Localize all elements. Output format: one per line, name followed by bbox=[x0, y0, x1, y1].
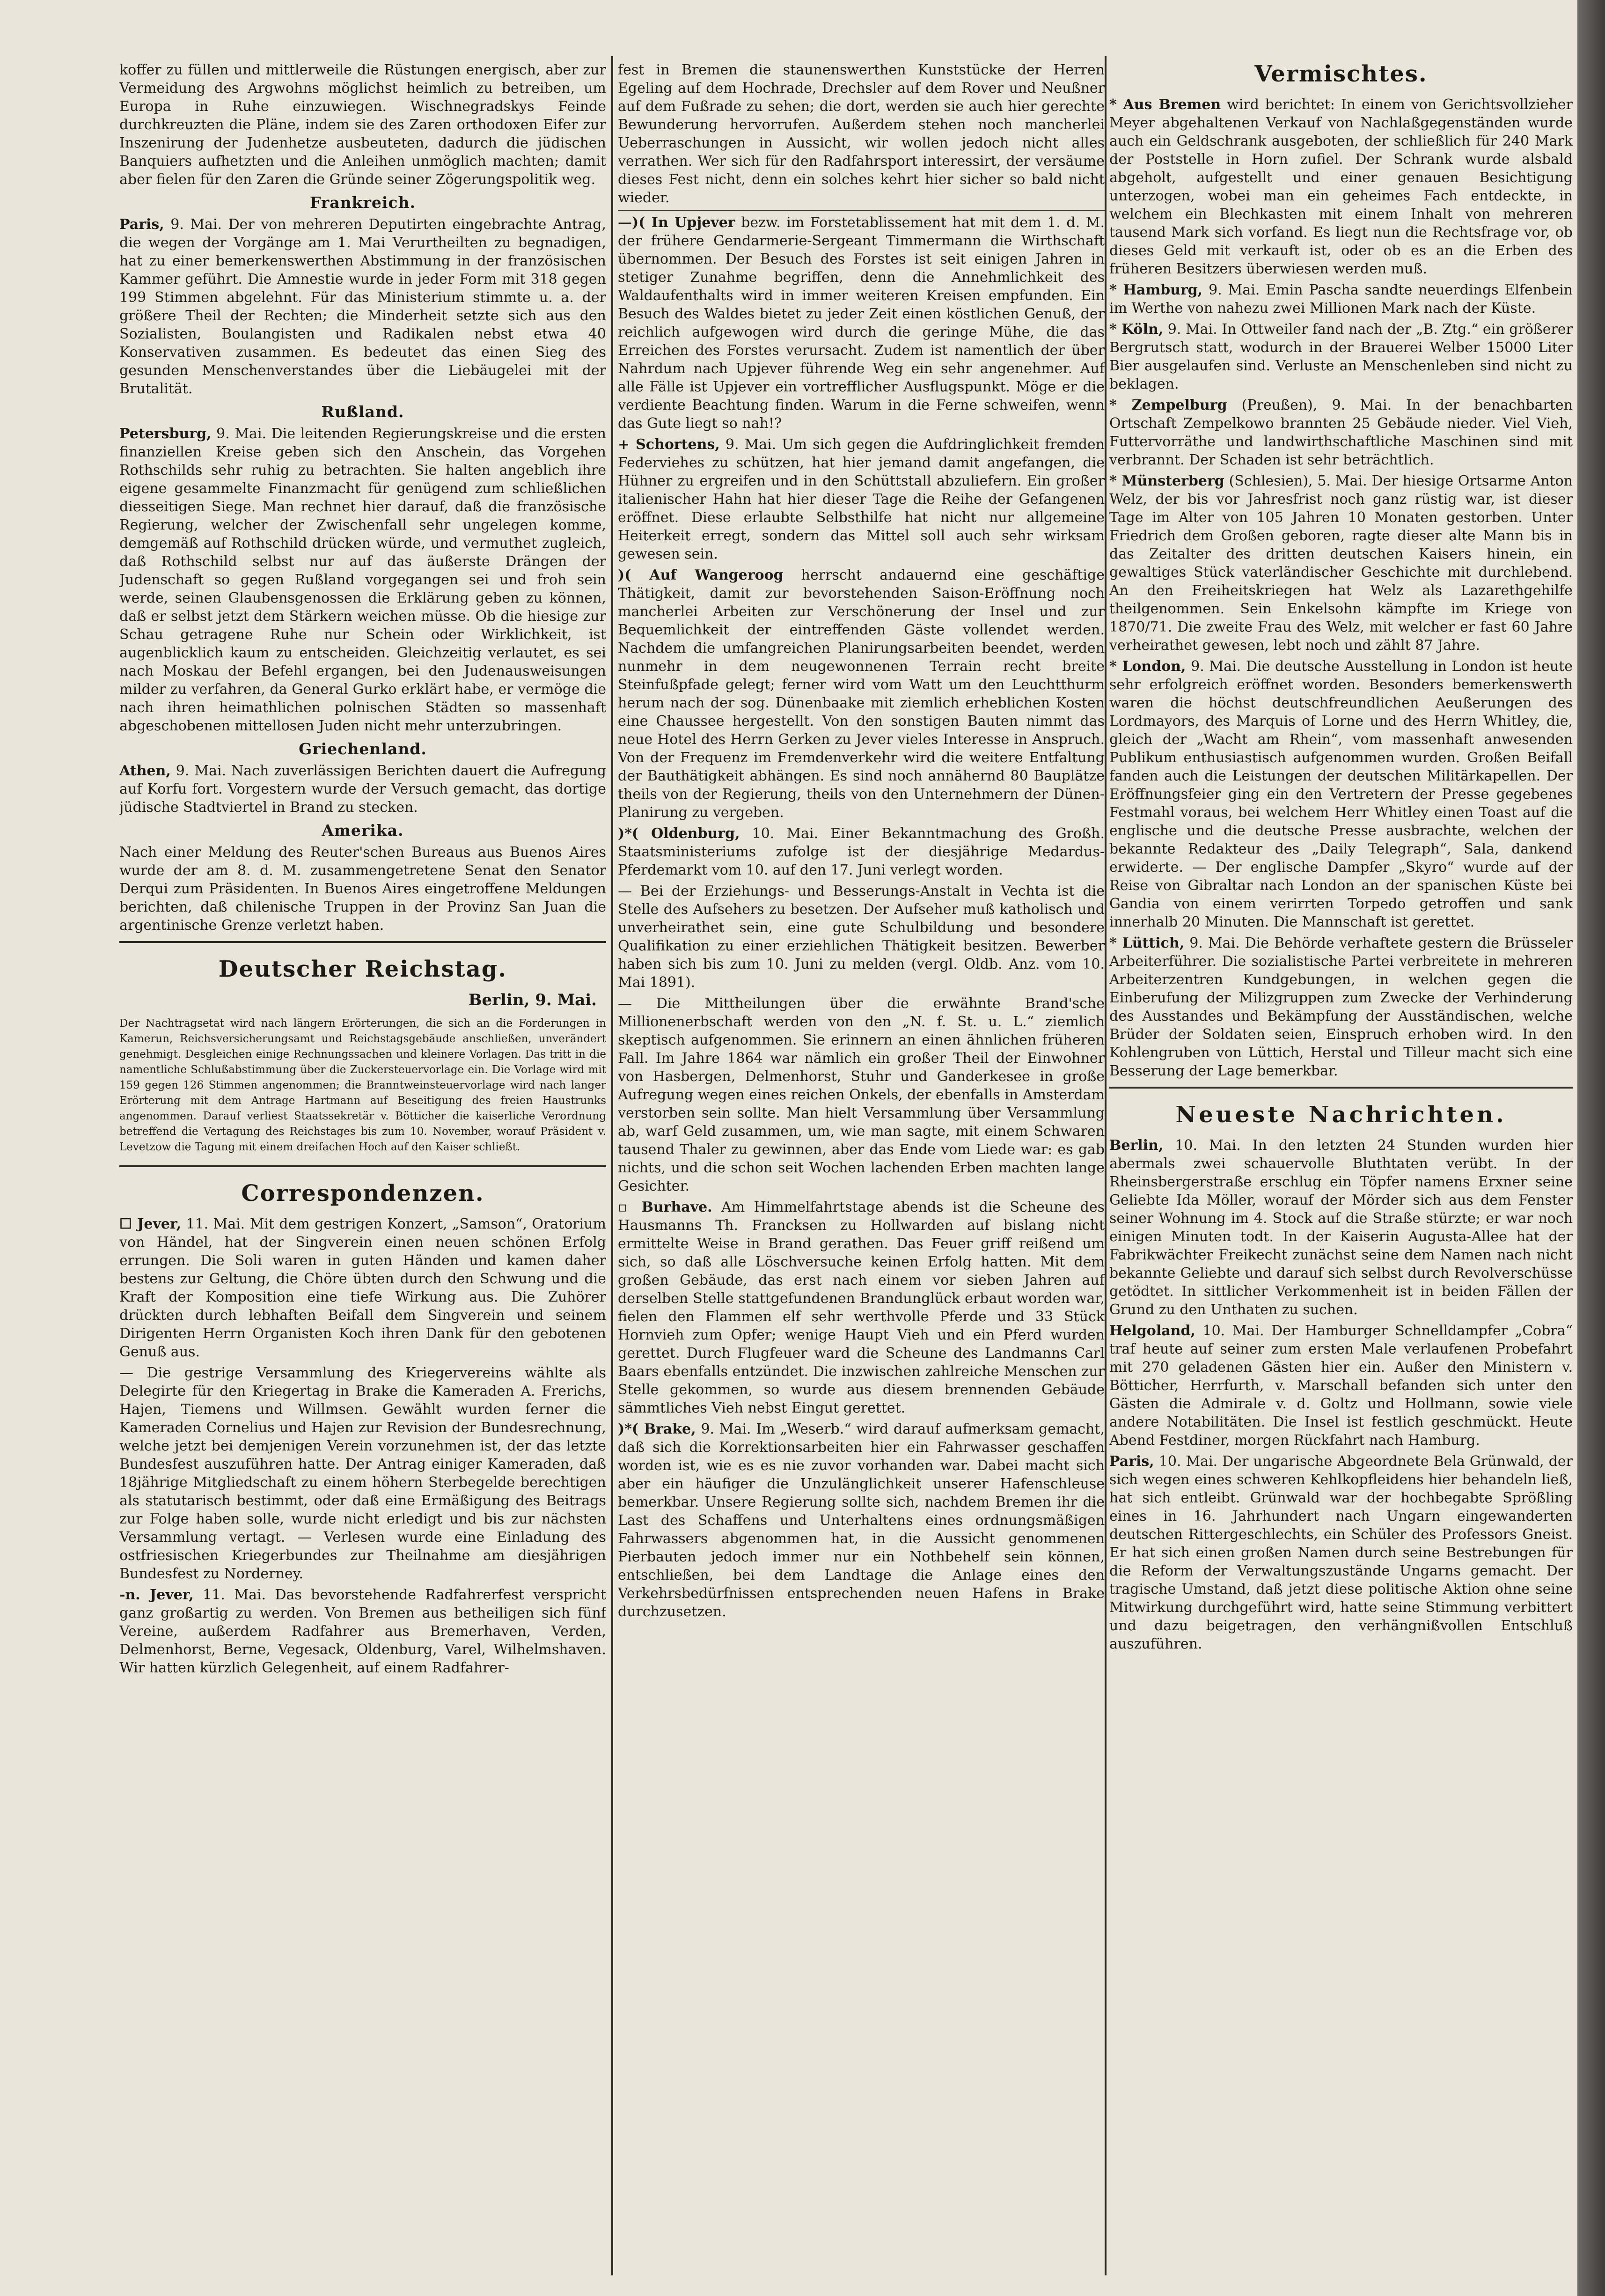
article-muensterberg bbox=[1109, 472, 1573, 655]
article-wangeroog bbox=[618, 566, 1105, 822]
column-rule-right bbox=[1105, 56, 1107, 2275]
article-radfahrer bbox=[119, 1586, 606, 1677]
article-petersburg bbox=[119, 425, 606, 735]
article-body: 10. Mai. Der ungarische Abgeordnete Bela Grünwald, der sich wegen eines schweren Kehlkopfleidens hier behandeln ließ, hat sich entleibt. Grünwald war der hochbegabte Sprößling eines in 16. Jahrhundert nach Ungarn eingewanderten deutschen Rittergeschlechts, ein Schüler des Professors Gneist. Er hat sich einen großen Namen durch seine Bestrebungen für die Reform der Verwaltungszustände Ungarns gemacht. Der tragische Umstand, daß jetzt diese politische Aktion ohne seine Mitwirkung durchgeführt wird, hatte seine Stimmung verbittert und dazu beigetragen, den verhängnißvollen Entschluß auszuführen. bbox=[1109, 1453, 1573, 1652]
section-heading: Griechenland. bbox=[299, 740, 427, 758]
article-body: bezw. im Forstetablissement hat mit dem 1. d. M. der frühere Gendarmerie-Sergeant Timmermann die Wirthschaft übernommen. Der Besuch des Forstes ist seit einigen Jahren in stetiger Zunahme begriffen, denn die Annehmlichkeit des Waldaufenthalts wird in immer weiteren Kreisen empfunden. Ein Besuch des Waldes bietet zu jeder Zeit einen köstlichen Genuß, der reichlich aufgewogen wird durch die geringe Mühe, die das Erreichen des Forstes verursacht. Zudem ist namentlich der über Nahrdum nach Upjever führende Weg ein sehr angenehmer. Auf alle Fälle ist Upjever ein vortrefflicher Ausflugspunkt. Möge er die verdiente Beachtung finden. Warum in die Ferne schweifen, wenn das Gute liegt so nah!? bbox=[618, 214, 1105, 432]
article-lead: )*( Oldenburg, bbox=[618, 825, 740, 842]
section-heading: Rußland. bbox=[321, 403, 404, 421]
square-icon: ☐ bbox=[119, 1216, 132, 1232]
correspondence-heading: Correspondenzen. bbox=[241, 1180, 484, 1207]
article-lead: Helgoland, bbox=[1109, 1323, 1195, 1339]
article-body: (Schlesien), 5. Mai. Der hiesige Ortsarme Anton Welz, der bis vor Jahresfrist noch ganz rüstig war, ist dieser Tage im Alter von 105 Jahren 10 Monaten gestorben. Unter Friedrich dem Großen geboren, ragte dieser alte Mann bis in das Zeitalter des dritten deutschen Kaisers hinein, ein gewaltiges Stück vaterländischer Geschichte mit durchlebend. An den Freiheitskriegen hat Welz als Lazarethgehilfe theilgenommen. Sein Enkelsohn kämpfte im Kriege von 1870/71. Die zweite Frau des Welz, mit welcher er fast 60 Jahre verheirathet gewesen, lebt noch und zählt 87 Jahre. bbox=[1109, 473, 1573, 654]
article-body: (Preußen), 9. Mai. In der benachbarten Ortschaft Zempelkowo brannten 25 Gebäude nieder. Viel Vieh, Futtervorräthe und landwirthschaftliche Maschinen sind mit verbrannt. Der Schaden ist sehr beträchtlich. bbox=[1109, 397, 1573, 468]
section-heading: Amerika. bbox=[322, 821, 404, 839]
article-lead: Paris, bbox=[1109, 1453, 1154, 1470]
reichstag-report: Der Nachtragsetat wird nach längern Erörterungen, die sich an die Forderungen in Kamerun, Reichsversicherungsamt und Reichstagsgebäude anschließen, unverändert genehmigt. Desgleichen einige Rechnungssachen und kleinere Vorlagen. Das tritt in die namentliche Schlußabstimmung über die Zuckersteuervorlage ein. Die Vorlage wird mit 159 gegen 126 Stimmen angenommen; die Branntweinsteuervorlage wird nach langer Erörterung mit dem Antrage Hartmann auf Beseitigung des freien Haustrunks angenommen. Darauf verliest Staatssekretär v. Bötticher die kaiserliche Verordnung betreffend die Vertagung des Reichstages bis zum 10. November, worauf Präsident v. Levetzow die Tagung mit einem dreifachen Hoch auf den Kaiser schließt. bbox=[119, 1017, 606, 1153]
article-body: 9. Mai. Die Behörde verhaftete gestern die Brüsseler Arbeiterführer. Die sozialistische Partei verbreitete in mehreren Arbeiterzentren Kundgebungen, in welchen gegen die Einberufung der Milizgruppen zum Zwecke der Verhinderung des Ausstandes und Bekämpfung der Ausständischen, welche Brüder der Soldaten seien, Einspruch erhoben wird. In den Kohlengruben von Lüttich, Herstal und Tilleur macht sich eine Besserung der Lage bemerkbar. bbox=[1109, 935, 1573, 1079]
section-divider bbox=[119, 941, 606, 943]
article-body: 10. Mai. Einer Bekanntmachung des Großh. Staatsministeriums zufolge ist der diesjährige Medardus-Pferdemarkt vom 10. auf den 17. Juni verlegt worden. bbox=[618, 825, 1105, 878]
article-lead: * Aus Bremen bbox=[1109, 96, 1221, 113]
article-body: 11. Mai. Das bevorstehende Radfahrerfest verspricht ganz großartig zu werden. Von Bremen aus betheiligen sich fünf Vereine, außerdem Radfahrer aus Bremerhaven, Verden, Delmenhorst, Berne, Vegesack, Oldenburg, Varel, Wilhelmshaven. Wir hatten kürzlich Gelegenheit, auf einem Radfahrer- bbox=[119, 1587, 606, 1676]
article-body: Am Himmelfahrtstage abends ist die Scheune des Hausmanns Th. Francksen zu Hollwarden auf bislang nicht ermittelte Weise in Brand gerathen. Das Feuer griff reißend um sich, so daß alle Löschversuche keinen Erfolg hatten. Mit dem großen Gebäude, das erst nach einem vor sieben Jahren auf derselben Stelle stattgefundenen Brandunglück erbaut worden war, fielen den Flammen elf sehr werthvolle Pferde und 33 Stück Hornvieh zum Opfer; wenige Haupt Vieh und ein Pferd wurden gerettet. Durch Flugfeuer ward die Scheune des Landmanns Carl Baars ebenfalls entzündet. Die inzwischen zahlreiche Menschen zur Stelle gekommen, so wurde aus diesem brennenden Gebäude sämmtliches Vieh nebst Eingut gerettet. bbox=[618, 1199, 1105, 1416]
column-2 bbox=[618, 61, 1105, 2271]
article-body: 9. Mai. In Ottweiler fand nach der „B. Ztg.“ ein größerer Bergrutsch statt, wodurch in der Brauerei Welber 15000 Liter Bier ausgelaufen sind. Verluste an Menschenleben sind nicht zu beklagen. bbox=[1109, 321, 1573, 392]
article-body: 10. Mai. In den letzten 24 Stunden wurden hier abermals zwei schauervolle Bluthtaten verübt. In der Rheinsbergerstraße erschlug ein Töpfer namens Erxner seine Geliebte Ida Möller, worauf der Mörder sich aus dem Fenster seiner Wohnung im 4. Stock auf die Straße stürzte; er war noch einigen Minuten todt. In der Kaiserin Augusta-Allee hat der Fabrikwächter Freikecht zunächst seine dem Namen nach nicht bekannte Geliebte und darauf sich selbst durch Revolverschüsse getödtet. In sittlicher Verkommenheit ist in beiden Fällen der Grund zu den Unthaten zu suchen. bbox=[1109, 1137, 1573, 1318]
article-lead: * Zempelburg bbox=[1109, 397, 1227, 413]
vermischtes-heading: Vermischtes. bbox=[1254, 61, 1428, 87]
article-lead: Petersburg, bbox=[119, 426, 212, 442]
article-text: koffer zu füllen und mittlerweile die Rüstungen energisch, aber zur Vermeidung des Argwohns möglichst heimlich zu betreiben, um Europa in Ruhe einzuwiegen. Wischnegradskys Feinde durchkreuzten die Pläne, indem sie des Zaren orthodoxen Eifer zur Inszenirung der Judenhetze ausbeuteten, dadurch die jüdischen Banquiers aufhetzten und die Anleihen unmöglich machten; damit aber fielen für den Zaren die Gründe seiner Zögerungspolitik weg. bbox=[119, 62, 606, 188]
article-hamburg bbox=[1109, 281, 1573, 317]
article-body: 10. Mai. Der Hamburger Schnelldampfer „Cobra“ traf heute auf seiner zum ersten Male verlaufenen Probefahrt mit 270 geladenen Gästen hier ein. Außer den Ministern v. Bötticher, Herrfurth, v. Marschall befanden sich unter den Gästen die Admirale v. d. Goltz und Hollmann, sowie viele andere Notabilitäten. Die Insel ist festlich geschmückt. Heute Abend Festdiner, morgen Rückfahrt nach Hamburg. bbox=[1109, 1323, 1573, 1449]
column-3 bbox=[1109, 61, 1573, 2271]
article-lead: Jever, bbox=[132, 1216, 182, 1232]
article-lead: Paris, bbox=[119, 216, 164, 233]
article-divider bbox=[618, 210, 1105, 211]
article-lead: * Köln, bbox=[1109, 321, 1164, 338]
reichstag-heading: Deutscher Reichstag. bbox=[218, 956, 507, 982]
article-lead: —)( In Upjever bbox=[618, 214, 735, 231]
article-lead: + Schortens, bbox=[618, 436, 720, 453]
article-burhave bbox=[618, 1198, 1105, 1417]
column-1 bbox=[119, 61, 606, 2280]
article-body: herrscht andauernd eine geschäftige Thätigkeit, damit zur bevorstehenden Saison-Eröffnung noch mancherlei Arbeiten zur Verschönerung der Insel und zur Bequemlichkeit der eintreffenden Gäste vollendet werden. Nachdem die umfangreichen Planirungsarbeiten beendet, werden nunmehr in dem neugewonnenen Terrain recht breite Steinfußpfade gelegt; ferner wird vom Watt um den Leuchtthurm herum nach der sog. Dünenbaake mit ziemlich erheblichen Kosten eine Chaussee hergestellt. Von den sonstigen Bauten nimmt das neue Hotel des Herrn Gerken zu Jever vieles Interesse in Anspruch. Von der Frequenz im Fremdenverkehr wird die weitere Entfaltung der Bauthätigkeit abhängen. Es sind noch annähernd 80 Bauplätze theils von der Regierung, theils von den Unternehmern der Dünen-Planirung zu vergeben. bbox=[618, 567, 1105, 821]
article-lead: )*( Brake, bbox=[618, 1421, 696, 1437]
article-lead: Berlin, bbox=[1109, 1137, 1164, 1154]
article-lead: Athen, bbox=[119, 763, 171, 779]
article-lead: * Hamburg, bbox=[1109, 282, 1203, 298]
article-erbschaft: — Die Mittheilungen über die erwähnte Brand'sche Millionenerbschaft werden von den „N. f. St. u. L.“ ziemlich skeptisch aufgenommen. Sie erinnern an einen ähnlichen früheren Fall. Im Jahre 1864 war nämlich ein großer Theil der Einwohner von Hasbergen, Delmenhorst, Stuhr und Ganderkesee in große Aufregung wegen eines reichen Onkels, der ebenfalls in Amsterdam verstorben sein sollte. Man hielt Versammlung über Versammlung ab, warf Geld zusammen, um, wie man sagte, mit einem Schwaren tausend Thaler zu gewinnen, aber das Ende vom Liede war: es gab nichts, und die schon seit Wochen lachenden Erben machten lange Gesichter. bbox=[618, 995, 1105, 1194]
article-body: 11. Mai. Mit dem gestrigen Konzert, „Samson“, Oratorium von Händel, hat der Singverein einen neuen schönen Erfolg errungen. Die Soli waren in guten Händen und kamen daher bestens zur Geltung, die Chöre übten durch den Schwung und die Kraft der Komposition eine tiefe Wirkung aus. Die Zuhörer drückten durch lebhaften Beifall dem Singverein und seinem Dirigenten Herrn Organisten Koch ihren Dank für den gebotenen Genuß aus. bbox=[119, 1216, 606, 1360]
article-body: 9. Mai. Emin Pascha sandte neuerdings Elfenbein im Werthe von nahezu zwei Millionen Mark nach der Küste. bbox=[1109, 282, 1573, 316]
article-brake bbox=[618, 1420, 1105, 1621]
section-heading: Frankreich. bbox=[310, 193, 416, 212]
article-zempelburg bbox=[1109, 396, 1573, 469]
section-divider bbox=[1109, 1087, 1573, 1089]
article-body: wird berichtet: In einem von Gerichtsvollzieher Meyer abgehaltenen Verkauf von Nachlaßgegenständen wurde auch ein Geldschrank ausgeboten, der schließlich für 240 Mark der Poststelle in Horn zufiel. Der Schrank wurde alsbald abgeholt, aufgestellt und einer genauen Besichtigung unterzogen, wobei man ein geheimes Fach entdeckte, in welchem ein Blechkasten mit einem Inhalt von mehreren tausend Mark sich vorfand. Es liegt nun die Rechtsfrage vor, ob dieses Geld mit verkauft ist, oder ob es an die Erben des früheren Besitzers überwiesen werden muß. bbox=[1109, 96, 1573, 277]
article-lead: * Münsterberg bbox=[1109, 473, 1224, 489]
article-body: 9. Mai. Im „Weserb.“ wird darauf aufmerksam gemacht, daß sich die Korrektionsarbeiten hier ein Fahrwasser geschaffen worden ist, wie es es nie zuvor vorhanden war. Dabei macht sich aber ein häufiger die Unzulänglichkeit unserer Hafenschleuse bemerkbar. Unsere Regierung sollte sich, nachdem Bremen ihr die Last des Schaffens und Unterhaltens eines ordnungsmäßigen Fahrwassers abgenommen hat, in die Aussicht genommenen Pierbauten jedoch immer nur ein Nothbehelf sein können, entschließen, bei dem Landtage die Anlage eines den Verkehrsbedürfnissen entsprechenden neuen Hafens in Brake durchzusetzen. bbox=[618, 1421, 1105, 1620]
article-body: 9. Mai. Der von mehreren Deputirten eingebrachte Antrag, die wegen der Vorgänge am 1. Mai Verurtheilten zu begnadigen, hat zu einer bemerkenswerthen Abstimmung in der französischen Kammer geführt. Die Amnestie wurde in jeder Form mit 318 gegen 199 Stimmen abgelehnt. Für das Ministerium stimmte u. a. der größere Theil der Rechten; die Minderheit setzte sich aus den Sozialisten, Boulangisten und Radikalen nebst etwa 40 Konservativen zusammen. Es bedeutet das einen Sieg des gesunden Menschenverstandes über die Liebäugelei mit der Brutalität. bbox=[119, 216, 606, 397]
article-lead: ▫ Burhave. bbox=[618, 1199, 712, 1215]
article-schortens bbox=[618, 435, 1105, 563]
article-london bbox=[1109, 657, 1573, 931]
article-amerika: Nach einer Meldung des Reuter'schen Bureaus aus Buenos Aires wurde der am 8. d. M. zusammengetretene Senat den Senator Derqui zum Präsidenten. In Buenos Aires eingetroffene Meldungen berichten, daß chilenische Truppen in der Provinz San Juan die argentinische Grenze verletzt haben. bbox=[119, 844, 606, 934]
article-jever bbox=[119, 1215, 606, 1361]
article-lead: * London, bbox=[1109, 658, 1186, 675]
article-koeln bbox=[1109, 320, 1573, 393]
section-divider bbox=[119, 1165, 606, 1167]
article-lead: -n. Jever, bbox=[119, 1587, 194, 1603]
column-rule-left bbox=[611, 56, 613, 2275]
article-vechta: — Bei der Erziehungs- und Besserungs-Anstalt in Vechta ist die Stelle des Aufsehers zu besetzen. Der Aufseher muß katholisch und unverheirathet sein, eine gute Schulbildung und besondere Qualifikation zu einer erziehlichen Thätigkeit besitzen. Bewerber haben sich bis zum 10. Juni zu melden (vergl. Oldb. Anz. vom 10. Mai 1891). bbox=[618, 883, 1105, 991]
article-luettich bbox=[1109, 934, 1573, 1080]
reichstag-dateline: Berlin, 9. Mai. bbox=[468, 991, 597, 1009]
article-kriegerverein: — Die gestrige Versammlung des Kriegervereins wählte als Delegirte für den Kriegertag in Brake die Kameraden A. Frerichs, Hajen, Tiemens und Willmsen. Gewählt wurden ferner die Kameraden Cornelius und Hajen zur Revision der Bundesrechnung, welche jetzt bei demjenigen Verein vorzunehmen ist, der das letzte Bundesfest auszuführen hatte. Der Antrag einiger Kameraden, daß 18jährige Mitgliedschaft zu einem höhern Sterbegelde berechtigen als statutarisch bestimmt, oder daß eine Ermäßigung des Beitrags zur Folge haben solle, wurde nicht erledigt und bis zur nächsten Versammlung vertagt. — Verlesen wurde eine Einladung des ostfriesischen Kriegerbundes zur Theilnahme am diesjährigen Bundesfest zu Norderney. bbox=[119, 1365, 606, 1582]
article-body: 9. Mai. Die deutsche Ausstellung in London ist heute sehr erfolgreich eröffnet worden. Besonders bemerkenswerth waren die höchst deutschfreundlichen Aeußerungen des Lordmayors, des Marquis of Lorne und des Herrn Whitley, die, gleich der „Wacht am Rhein“, vom massenhaft anwesenden Publikum enthusiastisch aufgenommen wurden. Großen Beifall fanden auch die Leistungen der deutschen Militärkapellen. Der Eröffnungsfeier ging ein den Vertretern der Presse gegebenes Festmahl voraus, bei welchem Herr Whitley einen Toast auf die englische und die deutsche Presse ausbrachte, welchen der bekannte Redakteur des „Daily Telegraph“, Sala, dankend erwiderte. — Der englische Dampfer „Skyro“ wurde auf der Reise von Gibraltar nach London an der spanischen Küste bei Gandia von einem verirrten Torpedo getroffen und sank innerhalb 20 Minuten. Die Mannschaft ist gerettet. bbox=[1109, 658, 1573, 930]
article-upjever bbox=[618, 213, 1105, 433]
neueste-heading: Neueste Nachrichten. bbox=[1175, 1102, 1507, 1128]
article-paris bbox=[119, 215, 606, 398]
article-lead: * Lüttich, bbox=[1109, 935, 1185, 951]
page-edge-shadow bbox=[1577, 0, 1605, 2296]
article-athen bbox=[119, 762, 606, 817]
article-body: 9. Mai. Um sich gegen die Aufdringlichkeit fremden Federviehes zu schützen, hat hier jemand damit angefangen, die Hühner zu ergreifen und in den Schüttstall abzuliefern. Ein großer italienischer Hahn hat hier dieser Tage die Reihe der Gefangenen eröffnet. Diese erlaubte Selbsthilfe hat nicht nur allgemeine Heiterkeit erregt, sondern das Mittel soll auch sehr wirksam gewesen sein. bbox=[618, 436, 1105, 562]
article-bremen bbox=[1109, 96, 1573, 278]
article-helgoland bbox=[1109, 1322, 1573, 1450]
article-text: fest in Bremen die staunenswerthen Kunststücke der Herren Egeling auf dem Hochrade, Drechsler auf dem Rover und Neußner auf dem Fußrade zu sehen; die dort, werden sie auch hier gerechte Bewunderung hervorrufen. Außerdem stehen noch mancherlei Ueberraschungen in Aussicht, wir wollen jedoch nicht alles verrathen. Wer sich für den Radfahrsport interessirt, der versäume dieses Fest nicht, denn ein solches kehrt hier sicher so bald nicht wieder. bbox=[618, 62, 1105, 206]
article-body: 9. Mai. Die leitenden Regierungskreise und die ersten finanziellen Kreise geben sich den Anschein, das Vorgehen Rothschilds sehr ruhig zu betrachten. Sie halten angeblich ihre eigene gesammelte Finanzmacht für genügend zum schließlichen diesseitigen Siege. Man rechnet hier darauf, daß die französische Regierung, welcher der Zwischenfall sehr ungelegen komme, demgemäß auf Rothschild drücken würde, und vermuthet zugleich, daß Rothschild selbst nur auf das äußerste Drängen der Judenschaft so gegen Rußland vorgegangen sei und froh sein werde, seinen Glaubensgenossen die Erklärung geben zu können, daß er selbst jetzt dem Stärkern weichen müsse. Ob die hiesige zur Schau getragene Ruhe nur Schein oder Wirklichkeit, ist augenblicklich kaum zu entscheiden. Gleichzeitig verlautet, es sei nach Moskau der Befehl ergangen, bei den Judenausweisungen milder zu verfahren, da General Gurko erklärt habe, er vermöge die nach ihren heimathlichen polnischen Städten so massenhaft abgeschobenen mittellosen Juden nicht mehr unterzubringen. bbox=[119, 426, 606, 734]
article-paris-neueste bbox=[1109, 1452, 1573, 1653]
article-oldenburg bbox=[618, 824, 1105, 879]
article-lead: )( Auf Wangeroog bbox=[618, 567, 784, 583]
article-body: 9. Mai. Nach zuverlässigen Berichten dauert die Aufregung auf Korfu fort. Vorgestern wurde der Versuch gemacht, das dortige jüdische Stadtviertel in Brand zu stecken. bbox=[119, 763, 606, 816]
article-berlin bbox=[1109, 1136, 1573, 1319]
